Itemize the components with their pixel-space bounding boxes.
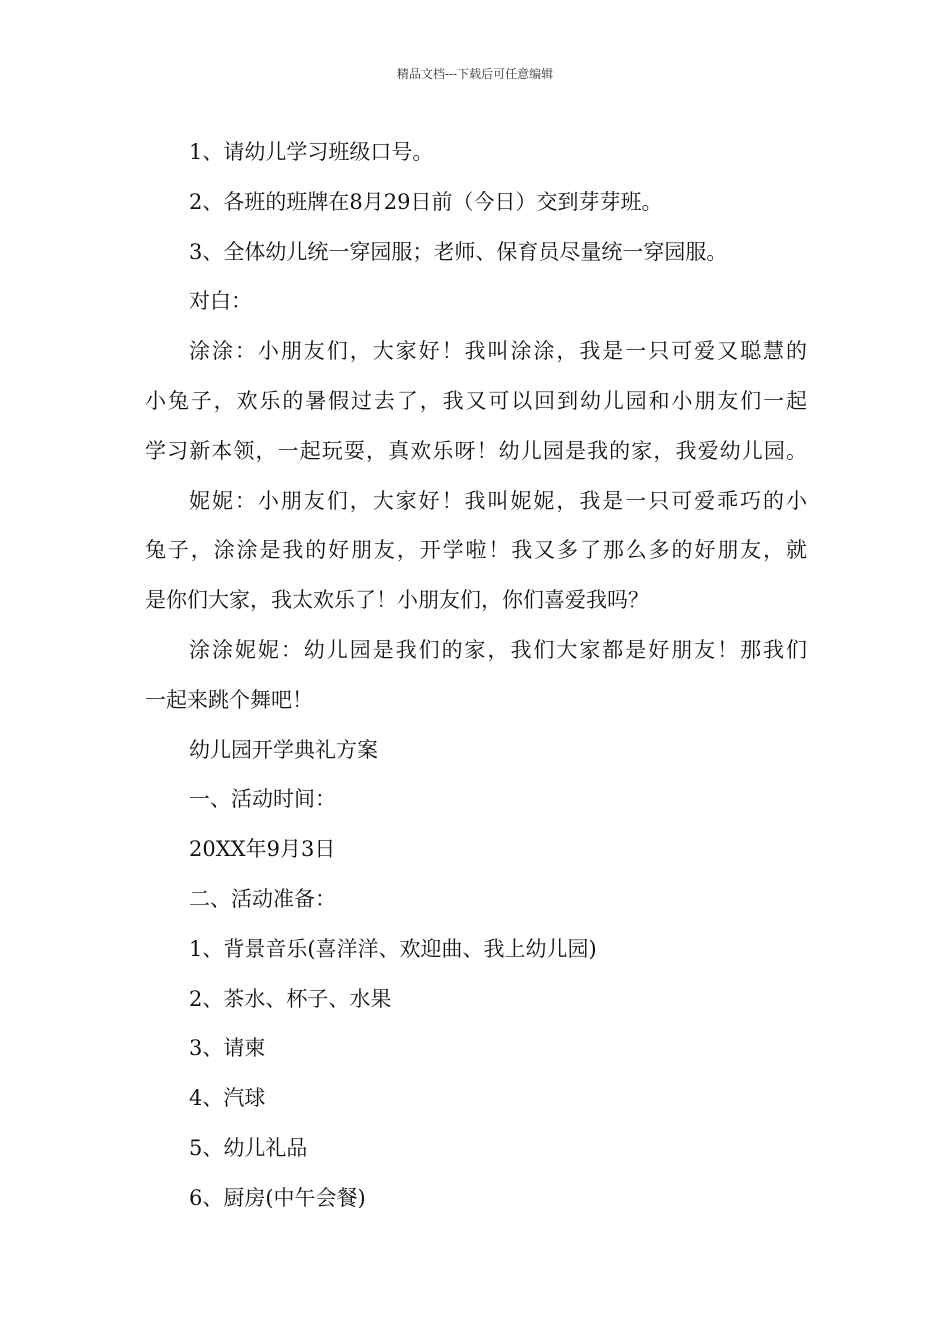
- section-title: 幼儿园开学典礼方案: [189, 737, 378, 762]
- paragraph-line: 妮妮：小朋友们，大家好！我叫妮妮，我是一只可爱乖巧的小: [189, 488, 807, 513]
- paragraph-line: 涂涂妮妮：幼儿园是我们的家，我们大家都是好朋友！那我们: [189, 637, 807, 662]
- document-body: [145, 128, 807, 1224]
- paragraph-line: 小兔子，欢乐的暑假过去了，我又可以回到幼儿园和小朋友们一起: [145, 388, 807, 413]
- list-item: 2、茶水、杯子、水果: [189, 986, 392, 1011]
- section-heading: 一、活动时间：: [189, 787, 336, 812]
- paragraph-line: 一起来跳个舞吧！: [145, 687, 313, 712]
- paragraph-line: 3、全体幼儿统一穿园服；老师、保育员尽量统一穿园服。: [189, 239, 728, 264]
- paragraph-line: 1、请幼儿学习班级口号。: [189, 140, 434, 164]
- page-header: 精品文档---下载后可任意编辑: [396, 67, 554, 81]
- paragraph-line: 2、各班的班牌在8月29日前（今日）交到芽芽班。: [189, 189, 663, 214]
- paragraph-line: 对白：: [189, 289, 252, 314]
- paragraph-line: 涂涂：小朋友们，大家好！我叫涂涂，我是一只可爱又聪慧的: [189, 339, 807, 364]
- paragraph-line: 兔子，涂涂是我的好朋友，开学啦！我又多了那么多的好朋友，就: [145, 538, 807, 563]
- paragraph-line: 20XX年9月3日: [189, 837, 336, 862]
- list-item: 3、请柬: [189, 1036, 266, 1061]
- section-heading: 二、活动准备：: [189, 886, 336, 911]
- list-item: 5、幼儿礼品: [189, 1135, 308, 1160]
- paragraph-line: 学习新本领，一起玩耍，真欢乐呀！幼儿园是我的家，我爱幼儿园。: [145, 438, 807, 463]
- paragraph-line: 是你们大家，我太欢乐了！小朋友们，你们喜爱我吗？: [145, 588, 649, 613]
- list-item: 6、厨房(中午会餐): [189, 1185, 366, 1210]
- list-item: 4、汽球: [189, 1086, 266, 1111]
- list-item: 1、背景音乐(喜洋洋、欢迎曲、我上幼儿园): [189, 936, 597, 961]
